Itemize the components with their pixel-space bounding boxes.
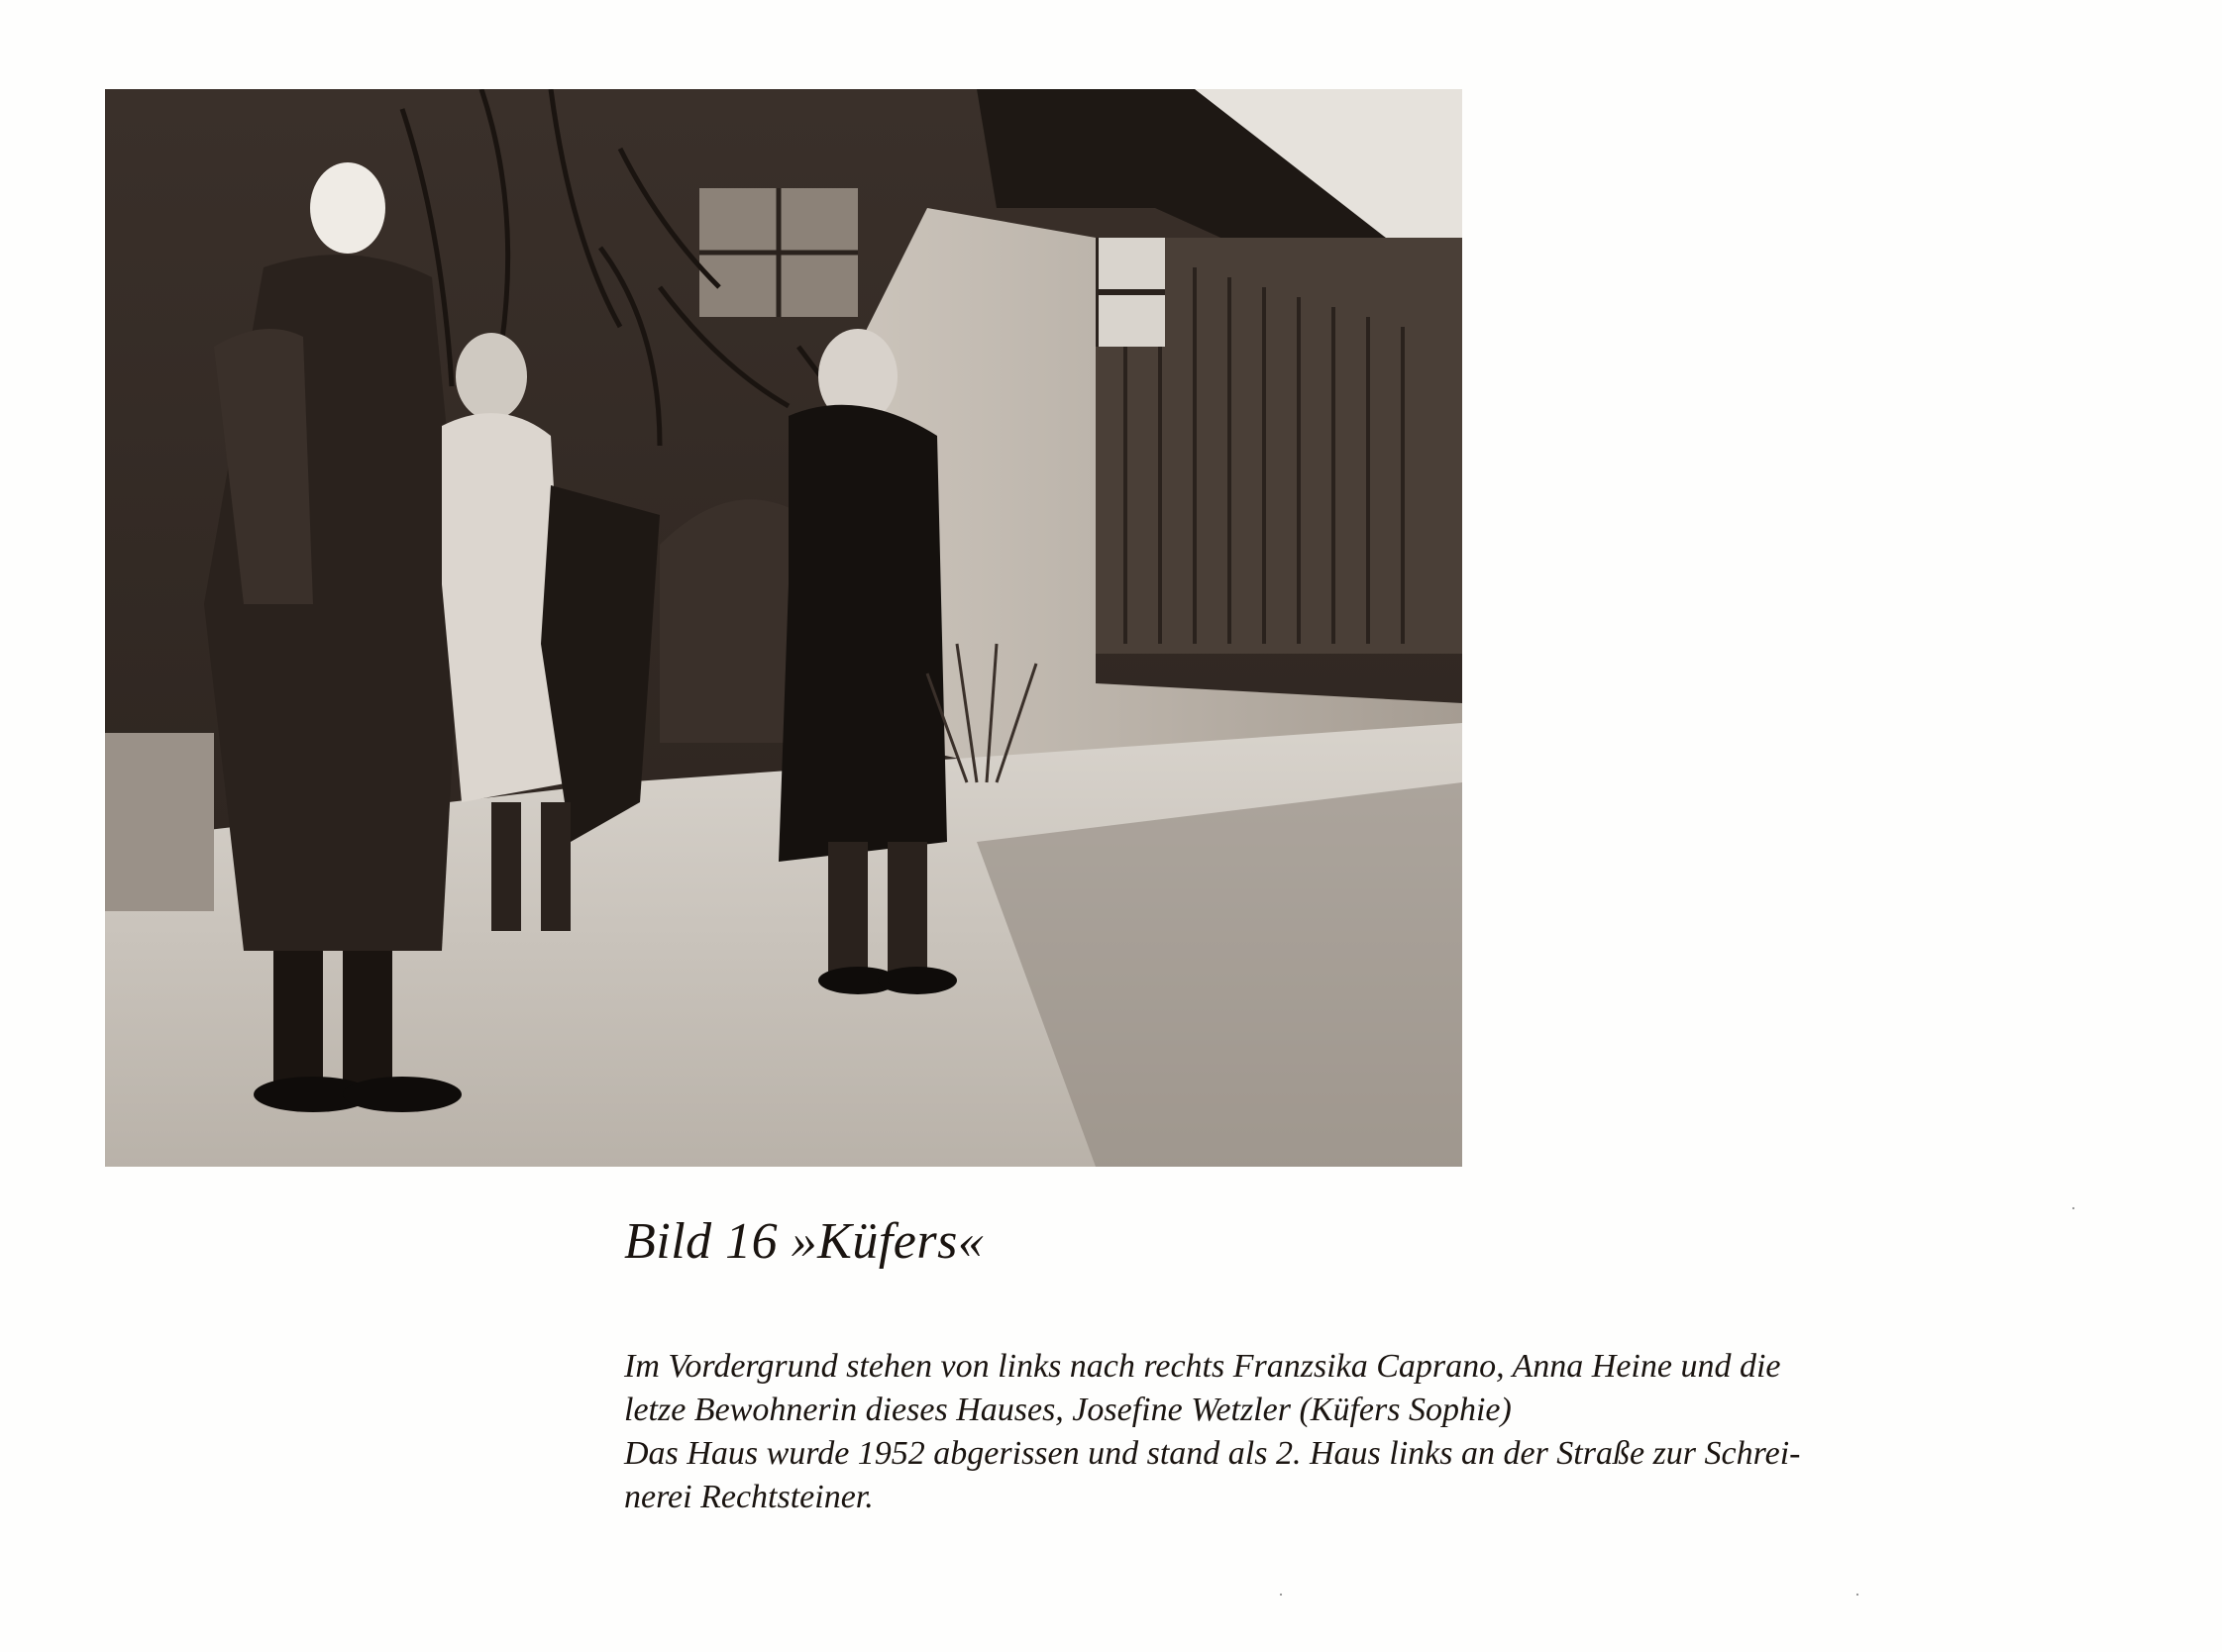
caption-line: Das Haus wurde 1952 abgerissen und stand als 2. Haus links an der Straße zur Schrei-	[624, 1435, 1801, 1472]
paper-speck: ·	[1854, 1585, 1860, 1604]
caption-line: nerei Rechtsteiner.	[624, 1479, 874, 1515]
historic-photo	[105, 89, 1462, 1167]
paper-speck: ·	[1278, 1585, 1284, 1604]
paper-speck: ·	[2070, 1198, 2076, 1218]
caption-title: Bild 16 »Küfers«	[624, 1213, 985, 1270]
photo-illustration	[105, 89, 1462, 1167]
caption-line: Im Vordergrund stehen von links nach rechts Franzsika Caprano, Anna Heine und die	[624, 1348, 1781, 1385]
caption-line: letze Bewohnerin dieses Hauses, Josefine Wetzler (Küfers Sophie)	[624, 1392, 1512, 1428]
caption-body	[624, 1345, 2110, 1519]
